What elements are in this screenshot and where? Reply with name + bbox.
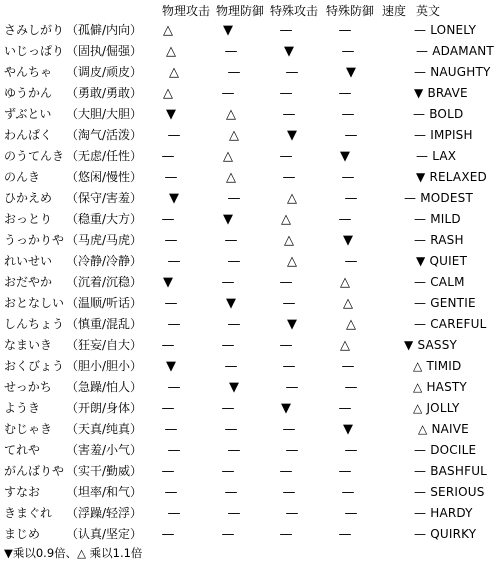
stat-spd-modifier: — — [338, 86, 352, 101]
stat-atk-modifier: — — [161, 401, 175, 416]
stat-spa-modifier: — — [279, 338, 293, 353]
stat-atk-modifier: — — [164, 422, 178, 437]
stat-spd-modifier: — — [344, 191, 358, 206]
stat-atk-modifier: — — [164, 296, 178, 311]
stat-atk-modifier: — — [161, 464, 175, 479]
nature-english-name: △ TIMID — [413, 359, 462, 373]
stat-spa-modifier: △ — [281, 212, 291, 227]
stat-def-modifier: — — [227, 254, 241, 269]
stat-spa-modifier: ▼ — [281, 401, 291, 416]
nature-row — [0, 125, 500, 146]
nature-english-name: — NAUGHTY — [414, 65, 491, 79]
nature-chinese-name: （大胆/大胆） — [66, 107, 143, 121]
stat-spa-modifier: — — [279, 23, 293, 38]
stat-atk-modifier: — — [167, 380, 181, 395]
nature-japanese-name: すなお — [4, 485, 41, 499]
stat-atk-modifier: △ — [163, 23, 173, 38]
stat-def-modifier: △ — [229, 128, 239, 143]
nature-english-name: — DOCILE — [414, 443, 477, 457]
nature-english-name: △ JOLLY — [413, 401, 460, 415]
nature-english-name: — BOLD — [413, 107, 464, 121]
stat-atk-modifier: — — [167, 254, 181, 269]
stat-spa-modifier: — — [282, 422, 296, 437]
nature-english-name: — LAX — [416, 149, 457, 163]
nature-chinese-name: （勇敢/勇敢） — [66, 86, 143, 100]
stat-atk-modifier: — — [161, 149, 175, 164]
nature-chinese-name: （开朗/身体） — [66, 401, 143, 415]
nature-japanese-name: さみしがり — [4, 23, 65, 37]
nature-japanese-name: わんぱく — [4, 128, 53, 142]
nature-japanese-name: いじっぱり — [4, 44, 65, 58]
stat-spd-modifier: — — [341, 485, 355, 500]
stat-def-modifier: ▼ — [223, 212, 233, 227]
nature-chinese-name: （实干/勤威） — [66, 464, 143, 478]
stat-spa-modifier: ▼ — [287, 128, 297, 143]
stat-spd-modifier: — — [338, 527, 352, 542]
stat-def-modifier: — — [227, 65, 241, 80]
nature-row — [0, 377, 500, 398]
nature-japanese-name: のんき — [4, 170, 41, 184]
stat-spd-modifier: — — [344, 443, 358, 458]
header-speed: 速度 — [382, 4, 407, 18]
stat-atk-modifier: — — [164, 233, 178, 248]
stat-spa-modifier: △ — [284, 233, 294, 248]
nature-english-name: — MODEST — [404, 191, 473, 205]
nature-japanese-name: むじゃき — [4, 422, 53, 436]
nature-japanese-name: うっかりや — [4, 233, 65, 247]
nature-japanese-name: おだやか — [4, 275, 53, 289]
stat-def-modifier: — — [224, 485, 238, 500]
stat-spd-modifier: — — [344, 380, 358, 395]
nature-row — [0, 20, 500, 41]
stat-def-modifier: ▼ — [223, 23, 233, 38]
nature-row — [0, 41, 500, 62]
stat-spd-modifier: — — [338, 401, 352, 416]
stat-def-modifier: — — [227, 506, 241, 521]
stat-spd-modifier: ▼ — [346, 65, 356, 80]
nature-chinese-name: （坦率/和气） — [66, 485, 143, 499]
stat-spa-modifier: — — [279, 275, 293, 290]
nature-japanese-name: おとなしい — [4, 296, 65, 310]
stat-spa-modifier: △ — [287, 254, 297, 269]
nature-japanese-name: ゆうかん — [4, 86, 53, 100]
stat-spd-modifier: ▼ — [340, 149, 350, 164]
nature-chinese-name: （急躁/怕人） — [66, 380, 143, 394]
nature-chinese-name: （淘气/活泼） — [66, 128, 143, 142]
nature-japanese-name: れいせい — [4, 254, 53, 268]
nature-english-name: — SERIOUS — [414, 485, 485, 499]
stat-atk-modifier: ▼ — [169, 191, 179, 206]
stat-spa-modifier: — — [282, 485, 296, 500]
nature-row — [0, 146, 500, 167]
nature-chinese-name: （保守/害羞） — [66, 191, 143, 205]
stat-spa-modifier: ▼ — [287, 317, 297, 332]
stat-atk-modifier: — — [161, 212, 175, 227]
nature-chinese-name: （狂妄/自大） — [66, 338, 143, 352]
stat-spd-modifier: — — [344, 128, 358, 143]
nature-chinese-name: （孤僻/内向） — [66, 23, 143, 37]
stat-def-modifier: — — [221, 338, 235, 353]
legend-note: ▼乘以0.9倍、△ 乘以1.1倍 — [4, 546, 143, 560]
stat-atk-modifier: — — [161, 338, 175, 353]
nature-row — [0, 272, 500, 293]
stat-def-modifier: — — [227, 443, 241, 458]
nature-japanese-name: しんちょう — [4, 317, 65, 331]
nature-row — [0, 167, 500, 188]
stat-def-modifier: △ — [226, 170, 236, 185]
stat-def-modifier: — — [221, 527, 235, 542]
nature-japanese-name: ひかえめ — [4, 191, 53, 205]
nature-row — [0, 251, 500, 272]
stat-spa-modifier: — — [282, 296, 296, 311]
nature-japanese-name: なまいき — [4, 338, 53, 352]
stat-spa-modifier: — — [279, 86, 293, 101]
stat-atk-modifier: — — [161, 527, 175, 542]
nature-english-name: ▼ SASSY — [404, 338, 458, 352]
stat-def-modifier: — — [221, 401, 235, 416]
stat-atk-modifier: ▼ — [163, 275, 173, 290]
header-english: 英文 — [416, 4, 441, 18]
nature-row — [0, 230, 500, 251]
stat-atk-modifier: — — [167, 506, 181, 521]
header-special-defense: 特殊防御 — [326, 4, 375, 18]
nature-chinese-name: （无虑/任性） — [66, 149, 143, 163]
nature-chinese-name: （天真/纯真） — [66, 422, 143, 436]
stat-atk-modifier: — — [164, 485, 178, 500]
nature-chinese-name: （马虎/马虎） — [66, 233, 143, 247]
nature-row — [0, 83, 500, 104]
stat-def-modifier: — — [224, 233, 238, 248]
nature-japanese-name: のうてんき — [4, 149, 65, 163]
stat-spd-modifier: — — [338, 464, 352, 479]
stat-spd-modifier: — — [341, 170, 355, 185]
nature-chinese-name: （害羞/小气） — [66, 443, 143, 457]
nature-row — [0, 482, 500, 503]
nature-english-name: — CALM — [414, 275, 465, 289]
stat-spa-modifier: — — [285, 380, 299, 395]
nature-chinese-name: （悠闲/慢性） — [66, 170, 143, 184]
nature-english-name: — CAREFUL — [414, 317, 487, 331]
stat-atk-modifier: ▼ — [166, 107, 176, 122]
stat-atk-modifier: — — [167, 443, 181, 458]
stat-spa-modifier: — — [282, 107, 296, 122]
stat-spa-modifier: — — [279, 527, 293, 542]
nature-english-name: — GENTIE — [414, 296, 476, 310]
nature-japanese-name: ずぶとい — [4, 107, 52, 121]
stat-spd-modifier: ▼ — [343, 422, 353, 437]
nature-chinese-name: （沉着/沉稳） — [66, 275, 143, 289]
stat-def-modifier: △ — [226, 107, 236, 122]
header-physical-attack: 物理攻击 — [162, 4, 211, 18]
stat-spa-modifier: ▼ — [284, 44, 294, 59]
stat-spa-modifier: △ — [287, 191, 297, 206]
stat-atk-modifier: △ — [163, 86, 173, 101]
stat-spd-modifier: — — [344, 506, 358, 521]
stat-atk-modifier: — — [164, 170, 178, 185]
header-physical-defense: 物理防御 — [216, 4, 265, 18]
stat-def-modifier: — — [221, 275, 235, 290]
nature-row — [0, 524, 500, 545]
nature-chinese-name: （温顺/听话） — [66, 296, 143, 310]
nature-row — [0, 104, 500, 125]
nature-japanese-name: やんちゃ — [4, 65, 53, 79]
stat-spd-modifier: △ — [343, 296, 353, 311]
stat-spd-modifier: △ — [340, 275, 350, 290]
nature-english-name: — QUIRKY — [414, 527, 477, 541]
nature-row — [0, 461, 500, 482]
stat-spa-modifier: — — [285, 443, 299, 458]
nature-japanese-name: きまぐれ — [4, 506, 53, 520]
stat-spa-modifier: — — [279, 149, 293, 164]
nature-row — [0, 503, 500, 524]
nature-row — [0, 440, 500, 461]
nature-row — [0, 188, 500, 209]
nature-english-name: △ NAIVE — [418, 422, 469, 436]
nature-row — [0, 419, 500, 440]
stat-spd-modifier: — — [341, 359, 355, 374]
nature-english-name: — HARDY — [414, 506, 473, 520]
stat-def-modifier: △ — [223, 149, 233, 164]
nature-english-name: — RASH — [414, 233, 464, 247]
nature-chinese-name: （慎重/混乱） — [66, 317, 143, 331]
stat-atk-modifier: △ — [166, 44, 176, 59]
nature-row — [0, 314, 500, 335]
stat-atk-modifier: ▼ — [166, 359, 176, 374]
stat-spa-modifier: — — [285, 506, 299, 521]
nature-chinese-name: （冷静/冷静） — [66, 254, 143, 268]
nature-english-name: — IMPISH — [414, 128, 473, 142]
stat-def-modifier: ▼ — [229, 380, 239, 395]
stat-spa-modifier: — — [285, 65, 299, 80]
nature-row — [0, 62, 500, 83]
stat-def-modifier: — — [224, 44, 238, 59]
nature-english-name: — LONELY — [414, 23, 477, 37]
nature-japanese-name: まじめ — [4, 527, 41, 541]
nature-japanese-name: せっかち — [4, 380, 52, 394]
nature-english-name: ▼ RELAXED — [416, 170, 487, 184]
nature-chinese-name: （调皮/顽皮） — [66, 65, 143, 79]
stat-def-modifier: — — [224, 359, 238, 374]
nature-english-name: — BASHFUL — [414, 464, 488, 478]
stat-spd-modifier: △ — [346, 317, 356, 332]
stat-spd-modifier: — — [338, 23, 352, 38]
nature-chinese-name: （稳重/大方） — [66, 212, 143, 226]
stat-def-modifier: — — [221, 464, 235, 479]
stat-spd-modifier: △ — [340, 338, 350, 353]
nature-japanese-name: がんばりや — [4, 464, 65, 478]
nature-japanese-name: おくびょう — [4, 359, 65, 373]
stat-spd-modifier: — — [338, 212, 352, 227]
stat-def-modifier: ▼ — [226, 296, 236, 311]
stat-spa-modifier: — — [282, 170, 296, 185]
nature-row — [0, 335, 500, 356]
nature-japanese-name: おっとり — [4, 212, 53, 226]
stat-spd-modifier: — — [341, 107, 355, 122]
header-special-attack: 特殊攻击 — [270, 4, 319, 18]
nature-japanese-name: てれや — [4, 443, 41, 457]
nature-chinese-name: （认真/坚定） — [66, 527, 143, 541]
stat-def-modifier: — — [221, 86, 235, 101]
stat-spd-modifier: ▼ — [343, 233, 353, 248]
nature-english-name: ▼ QUIET — [416, 254, 468, 268]
nature-row — [0, 398, 500, 419]
nature-english-name: △ HASTY — [413, 380, 467, 394]
nature-chinese-name: （固执/倔强） — [66, 44, 143, 58]
stat-atk-modifier: — — [167, 317, 181, 332]
nature-row — [0, 293, 500, 314]
nature-english-name: — ADAMANT — [416, 44, 494, 58]
nature-english-name: — MILD — [414, 212, 461, 226]
stat-atk-modifier: △ — [169, 65, 179, 80]
nature-japanese-name: ようき — [4, 401, 41, 415]
stat-def-modifier: — — [227, 191, 241, 206]
nature-row — [0, 209, 500, 230]
stat-spa-modifier: — — [279, 464, 293, 479]
stat-spd-modifier: — — [344, 254, 358, 269]
nature-row — [0, 356, 500, 377]
stat-spd-modifier: — — [341, 44, 355, 59]
stat-def-modifier: — — [227, 317, 241, 332]
nature-english-name: ▼ BRAVE — [414, 86, 468, 100]
stat-def-modifier: — — [224, 422, 238, 437]
stat-atk-modifier: — — [167, 128, 181, 143]
nature-chinese-name: （胆小/胆小） — [66, 359, 143, 373]
nature-chinese-name: （浮躁/轻浮） — [66, 506, 143, 520]
stat-spa-modifier: — — [282, 359, 296, 374]
